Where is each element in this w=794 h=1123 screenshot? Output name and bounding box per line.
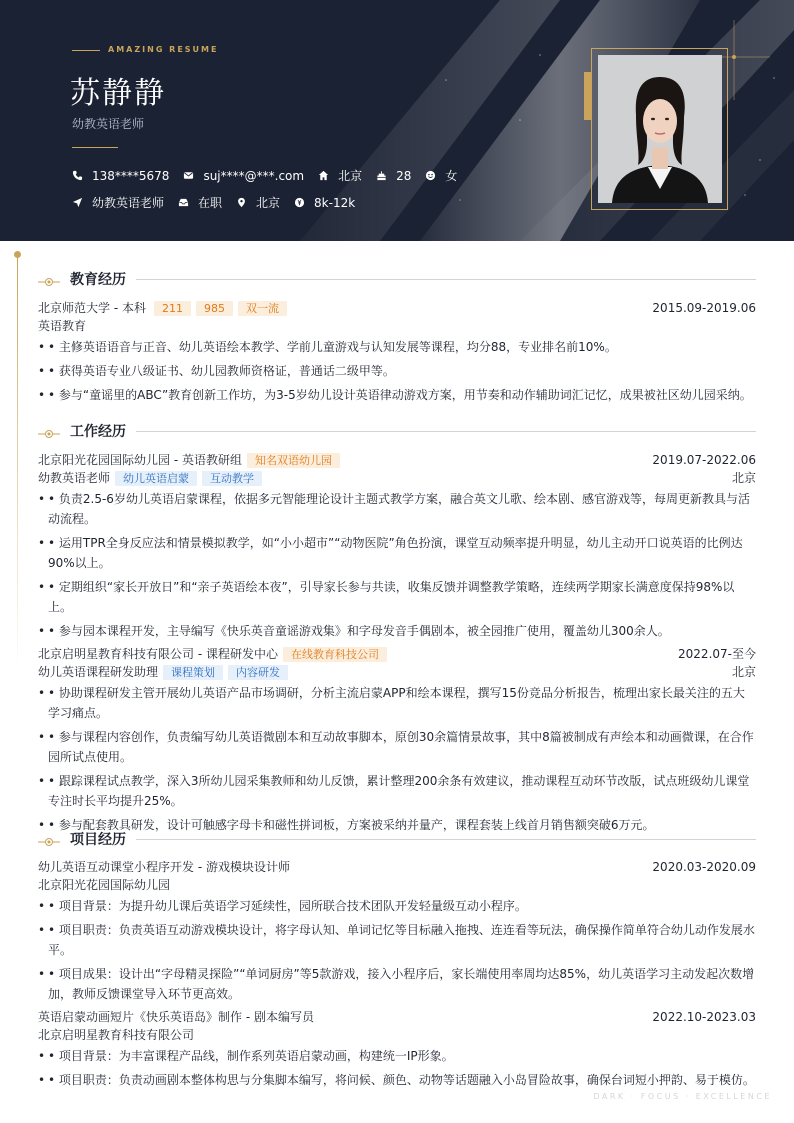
intent-city-item <box>236 194 280 211</box>
title-rule <box>72 147 118 148</box>
education-heading <box>38 269 756 289</box>
project-org: 北京启明星教育科技有限公司 <box>38 1028 195 1042</box>
money-icon <box>294 197 305 208</box>
job-role-row <box>38 663 756 681</box>
phone-item <box>72 169 169 183</box>
project-period: 2020.03-2020.09 <box>652 860 756 874</box>
section-rule <box>136 839 756 840</box>
tagline-rule <box>72 50 100 51</box>
intent-position-text: 幼教英语老师 <box>92 196 165 210</box>
list-item: • • 项目背景：为丰富课程产品线，制作系列英语启蒙动画，构建统一IP形象。 <box>38 1046 756 1066</box>
role-tag: 内容研发 <box>228 665 288 680</box>
job-role: 幼教英语老师 <box>38 471 111 485</box>
education-period: 2015.09-2019.06 <box>652 301 756 315</box>
education-title: 教育经历 <box>70 272 126 288</box>
list-item: • • 运用TPR全身反应法和情景模拟教学，如“小小超市”“动物医院”角色扮演，课堂互动频率提升明显，幼儿主动开口说英语的比例达90%以上。 <box>38 533 756 573</box>
job-period: 2022.07-至今 <box>678 647 756 661</box>
send-icon <box>72 197 83 208</box>
project-org: 北京阳光花园国际幼儿园 <box>38 878 171 892</box>
list-item: • • 参与配套教具研发，设计可触感字母卡和磁性拼词板，方案被采纳并量产，课程套装上线首月销售额突破6万元。 <box>38 815 756 835</box>
project-bullets <box>38 1046 756 1090</box>
candidate-name: 苏静静 <box>70 76 166 111</box>
job-role: 幼儿英语课程研发助理 <box>38 665 159 679</box>
job-city: 北京 <box>731 471 756 485</box>
age-item <box>376 169 411 183</box>
list-item: • • 项目背景：为提升幼儿课后英语学习延续性，园所联合技术团队开发轻量级互动小程序。 <box>38 896 756 916</box>
project-header <box>38 1008 756 1026</box>
status-text: 在职 <box>198 196 223 210</box>
salary-text: 8k-12k <box>314 195 356 210</box>
inbox-icon <box>178 197 189 208</box>
profile-photo <box>598 55 722 203</box>
photo-accent-bar <box>584 72 591 120</box>
job-role-row <box>38 469 756 487</box>
company-name: 北京启明星教育科技有限公司 - 课程研发中心 <box>38 647 278 661</box>
project-period: 2022.10-2023.03 <box>652 1010 756 1024</box>
email-text: suj****@***.com <box>203 168 305 183</box>
role-tag: 课程策划 <box>163 665 223 680</box>
company-tag: 知名双语幼儿园 <box>247 453 340 468</box>
phone-icon <box>72 170 83 181</box>
work-title: 工作经历 <box>70 424 126 440</box>
hometown-item <box>318 167 362 184</box>
project-bullets <box>38 896 756 1004</box>
major: 英语教育 <box>38 319 87 333</box>
mail-icon <box>183 170 194 181</box>
section-sparkle-icon <box>38 833 60 845</box>
list-item: • • 参与园本课程开发，主导编写《快乐英音童谣游戏集》和字母发音手偶剧本，被全园推广使用，覆盖幼儿300余人。 <box>38 621 756 641</box>
gender-item <box>425 167 457 184</box>
intent-position-item <box>72 194 164 211</box>
gender-text: 女 <box>445 169 458 183</box>
school-name: 北京师范大学 - 本科 <box>38 301 146 315</box>
list-item: • • 项目成果：设计出“字母精灵探险”“单词厨房”等5款游戏，接入小程序后，家长端使用率周均达85%，幼儿英语学习主动发起次数增加，教师反馈课堂导入环节更高效。 <box>38 964 756 1004</box>
project-header <box>38 858 756 876</box>
age-text: 28 <box>396 168 412 183</box>
role-tag: 互动教学 <box>202 471 262 486</box>
contact-info-row-1 <box>72 167 471 184</box>
hometown-text: 北京 <box>338 169 363 183</box>
list-item: • • 跟踪课程试点教学，深入3所幼儿园采集教师和幼儿反馈，累计整理200余条有效建议，推动课程互动环节改版，试点班级幼儿课堂专注时长平均提升25%。 <box>38 771 756 811</box>
tagline: AMAZING RESUME <box>108 45 219 54</box>
work-section <box>38 421 756 839</box>
resume-header <box>0 0 794 241</box>
list-item: • • 负责2.5-6岁幼儿英语启蒙课程，依据多元智能理论设计主题式教学方案，融合英文儿歌、绘本剧、感官游戏等，每周更新教具与活动流程。 <box>38 489 756 529</box>
contact-info-row-2 <box>72 194 369 211</box>
list-item: • • 项目职责：负责英语互动游戏模块设计，将字母认知、单词记忆等目标融入拖拽、连连看等玩法，确保操作简单符合幼儿动作发展水平。 <box>38 920 756 960</box>
salary-item <box>294 196 355 210</box>
list-item: • • 主修英语语音与正音、幼儿英语绘本教学、学前儿童游戏与认知发展等课程，均分88，专业排名前10%。 <box>38 337 756 357</box>
company-name: 北京阳光花园国际幼儿园 - 英语教研组 <box>38 453 242 467</box>
list-item: • • 定期组织“家长开放日”和“亲子英语绘本夜”，引导家长参与共读，收集反馈并调整教学策略，连续两学期家长满意度保持98%以上。 <box>38 577 756 617</box>
school-tag: 211 <box>154 301 191 316</box>
education-bullets <box>38 337 756 405</box>
job-header <box>38 645 756 663</box>
company-tag: 在线教育科技公司 <box>283 647 387 662</box>
footer-watermark: DARK · FOCUS · EXCELLENCE <box>593 1092 772 1101</box>
email-item <box>183 169 304 183</box>
candidate-job-title: 幼教英语老师 <box>72 117 145 131</box>
education-entry-header <box>38 299 756 317</box>
section-rule <box>136 279 756 280</box>
project-name: 英语启蒙动画短片《快乐英语岛》制作 - 剧本编写员 <box>38 1010 314 1024</box>
school-tag: 双一流 <box>238 301 287 316</box>
job-bullets <box>38 683 756 835</box>
school-tag: 985 <box>196 301 233 316</box>
role-tag: 幼儿英语启蒙 <box>115 471 197 486</box>
section-sparkle-icon <box>38 425 60 437</box>
project-name: 幼儿英语互动课堂小程序开发 - 游戏模块设计师 <box>38 860 290 874</box>
section-sparkle-icon <box>38 273 60 285</box>
cake-icon <box>376 170 387 181</box>
work-heading <box>38 421 756 441</box>
education-section <box>38 269 756 409</box>
job-period: 2019.07-2022.06 <box>652 453 756 467</box>
projects-section <box>38 829 756 1094</box>
list-item: • • 参与课程内容创作，负责编写幼儿英语微剧本和互动故事脚本，原创30余篇情景故事，其中8篇被制成有声绘本和动画微课，在合作园所试点使用。 <box>38 727 756 767</box>
job-header <box>38 451 756 469</box>
projects-title: 项目经历 <box>70 832 126 848</box>
home-icon <box>318 170 329 181</box>
list-item: • • 获得英语专业八级证书、幼儿园教师资格证，普通话二级甲等。 <box>38 361 756 381</box>
smile-icon <box>425 170 436 181</box>
list-item: • • 项目职责：负责动画剧本整体构思与分集脚本编写，将问候、颜色、动物等话题融入小岛冒险故事，确保台词短小押韵、易于模仿。 <box>38 1070 756 1090</box>
timeline-line <box>17 254 18 674</box>
list-item: • • 协助课程研发主管开展幼儿英语产品市场调研，分析主流启蒙APP和绘本课程，撰写15份竞品分析报告，梳理出家长最关注的五大学习痛点。 <box>38 683 756 723</box>
location-icon <box>236 197 247 208</box>
projects-heading <box>38 829 756 849</box>
phone-text: 138****5678 <box>92 168 170 183</box>
status-item <box>178 194 222 211</box>
job-city: 北京 <box>731 665 756 679</box>
job-bullets <box>38 489 756 641</box>
section-rule <box>136 431 756 432</box>
intent-city-text: 北京 <box>256 196 281 210</box>
list-item: • • 参与“童谣里的ABC”教育创新工作坊，为3-5岁幼儿设计英语律动游戏方案，用节奏和动作辅助词汇记忆，成果被社区幼儿园采纳。 <box>38 385 756 405</box>
